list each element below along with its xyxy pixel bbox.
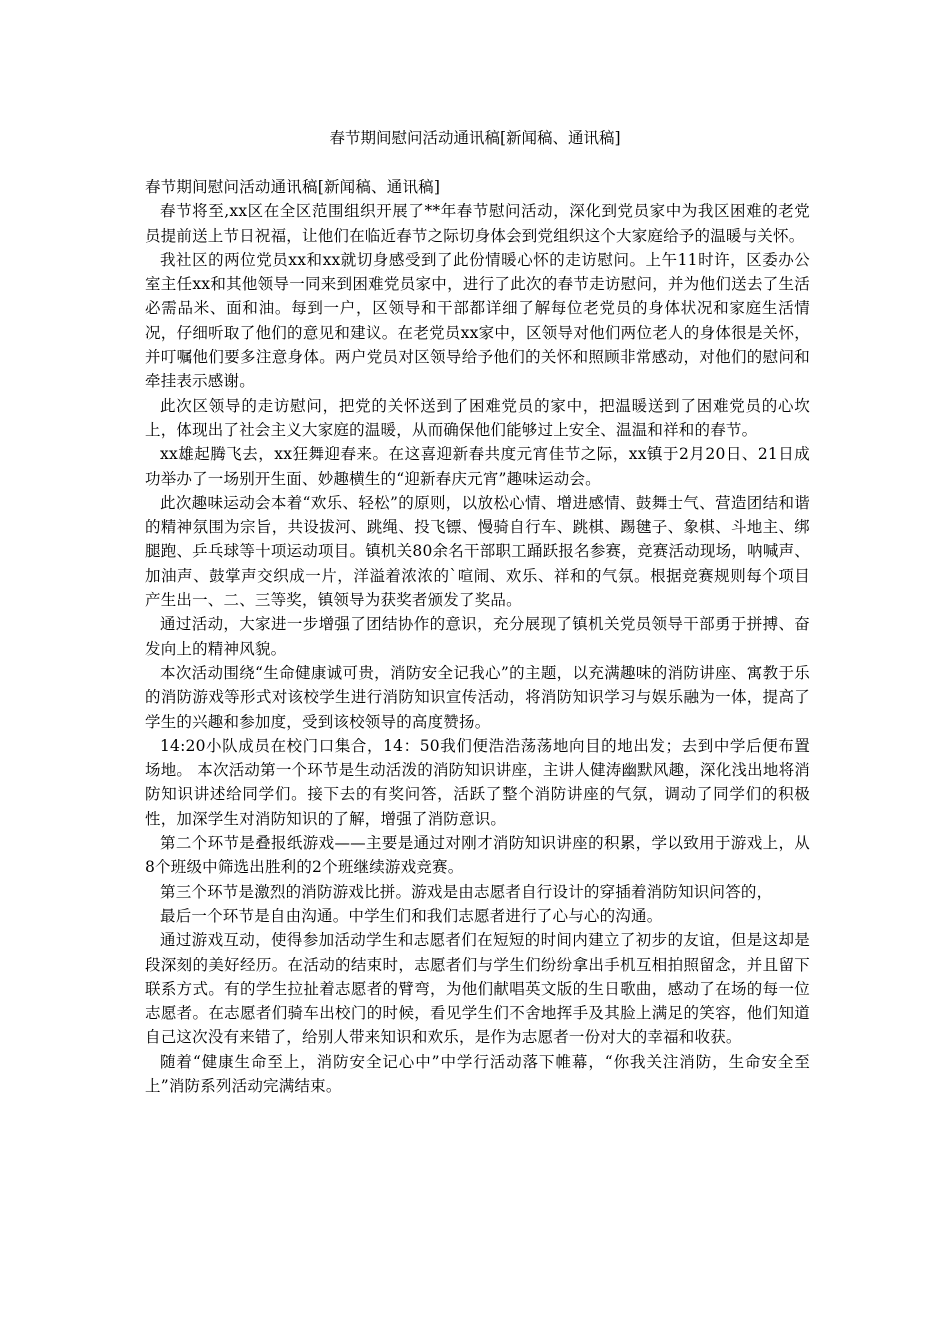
paragraph: 第三个环节是激烈的消防游戏比拼。游戏是由志愿者自行设计的穿插着消防知识问答的， — [160, 882, 773, 901]
document-title: 春节期间慰问活动通讯稿[新闻稿、通讯稿] — [329, 129, 621, 147]
paragraph: 此次趣味运动会本着“欢乐、轻松”的原则，以放松心情、增进感情、鼓舞士气、营造团结和谐的精神氛围为宗旨，共设拔河、跳绳、投飞镖、慢骑自行车、跳棋、踢毽子、象棋、斗地主、绑腿跑、乒乓球等十项运动项目。镇机关80余名干部职工踊跃报名参赛，竞赛活动现场，呐喊声、加油声、鼓掌声交织成一片，洋溢着浓浓的`喧闹、欢乐、祥和的气氛。根据竞赛规则每个项目产生出一、二、三等奖，镇领导为获奖者颁发了奖品。 — [145, 493, 810, 610]
paragraph: 通过游戏互动，使得参加活动学生和志愿者们在短短的时间内建立了初步的友谊，但是这却是段深刻的美好经历。在活动的结束时，志愿者们与学生们纷纷拿出手机互相拍照留念，并且留下联系方式。有的学生拉扯着志愿者的臂弯，为他们献唱英文版的生日歌曲，感动了在场的每一位志愿者。在志愿者们骑车出校门的时候，看见学生们不舍地挥手及其脸上满足的笑容，他们知道自己这次没有来错了，给别人带来知识和欢乐，是作为志愿者一份对大的幸福和收获。 — [145, 931, 810, 1047]
paragraph: 此次区领导的走访慰问，把党的关怀送到了困难党员的家中，把温暖送到了困难党员的心坎上，体现出了社会主义大家庭的温暖，从而确保他们能够过上安全、温温和祥和的春节。 — [145, 396, 810, 439]
document-subtitle: 春节期间慰问活动通讯稿[新闻稿、通讯稿] — [145, 178, 441, 196]
paragraph: xx雄起腾飞去，xx狂舞迎春来。在这喜迎新春共度元宵佳节之际，xx镇于2月20日、21日成功举办了一场别开生面、妙趣横生的“迎新春庆元宵”趣味运动会。 — [145, 445, 810, 488]
paragraph: 通过活动，大家进一步增强了团结协作的意识，充分展现了镇机关党员领导干部勇于拼搏、奋发向上的精神风貌。 — [145, 615, 810, 658]
paragraph: 本次活动围绕“生命健康诚可贵，消防安全记我心”的主题，以充满趣味的消防讲座、寓教于乐的消防游戏等形式对该校学生进行消防知识宣传活动，将消防知识学习与娱乐融为一体，提高了学生的兴趣和参加度，受到该校领导的高度赞扬。 — [145, 663, 810, 731]
paragraph: 我社区的两位党员xx和xx就切身感受到了此份情暖心怀的走访慰问。上午11时许，区委办公室主任xx和其他领导一同来到困难党员家中，进行了此次的春节走访慰问，并为他们送去了生活必需品米、面和油。每到一户，区领导和干部都详细了解每位老党员的身体状况和家庭生活情况，仔细听取了他们的意见和建议。在老党员xx家中，区领导对他们两位老人的身体很是关怀，并叮嘱他们要多注意身体。两户党员对区领导给予他们的关怀和照顾非常感动，对他们的慰问和牵挂表示感谢。 — [145, 250, 810, 391]
paragraph: 春节将至,xx区在全区范围组织开展了**年春节慰问活动，深化到党员家中为我区困难的老党员提前送上节日祝福，让他们在临近春节之际切身体会到党组织这个大家庭给予的温暖与关怀。 — [145, 202, 810, 245]
paragraph: 第二个环节是叠报纸游戏——主要是通过对刚才消防知识讲座的积累，学以致用于游戏上，从8个班级中筛选出胜利的2个班继续游戏竞赛。 — [145, 834, 810, 877]
document-body — [145, 175, 810, 1098]
paragraph: 随着“健康生命至上，消防安全记心中”中学行活动落下帷幕，“你我关注消防，生命安全至上”消防系列活动完满结束。 — [145, 1052, 810, 1095]
paragraph: 14:20小队成员在校门口集合，14：50我们便浩浩荡荡地向目的地出发；去到中学后便布置场地。 本次活动第一个环节是生动活泼的消防知识讲座，主讲人健涛幽默风趣，深化浅出地将消防知识讲述给同学们。接下去的有奖问答，活跃了整个消防讲座的气氛，调动了同学们的积极性，加深学生对消防知识的了解，增强了消防意识。 — [145, 736, 810, 828]
paragraph: 最后一个环节是自由沟通。中学生们和我们志愿者进行了心与心的沟通。 — [160, 906, 663, 925]
